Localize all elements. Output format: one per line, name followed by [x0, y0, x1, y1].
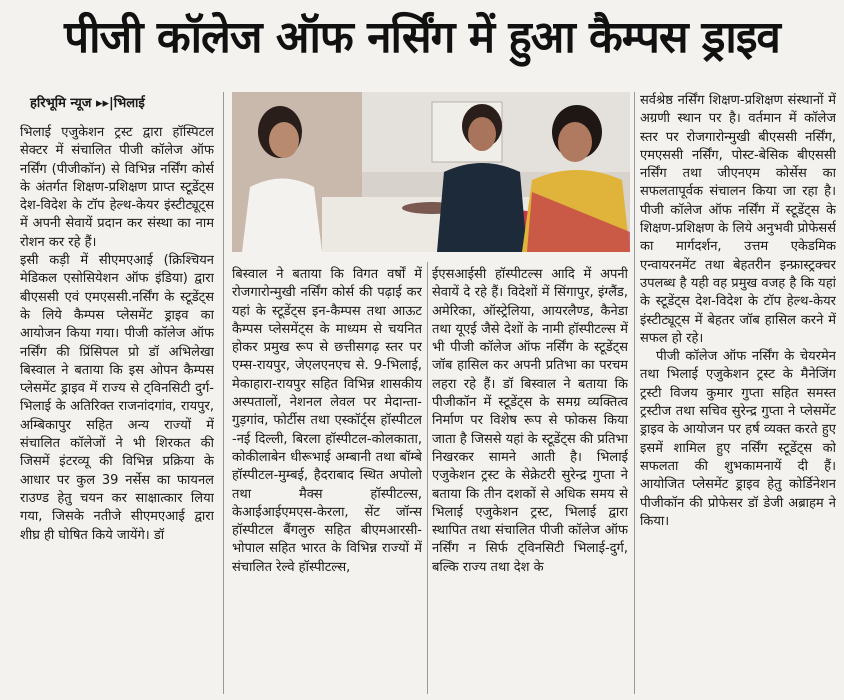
paragraph-4: ईएसआईसी हॉस्पीटल्स आदि में अपनी सेवायें दे रहे हैं। विदेशों में सिंगापुर, इंग्लैंड, अमेरिका, ऑस्ट्रेलिया, आयरलैण्ड, कैनेडा तथा यूएई जैसे देशों के नामी हॉस्पीटल्स में भी पीजी कॉलेज ऑफ नर्सिंग के स्टूडेंट्स जॉब हासिल कर अपनी प्रतिभा का परचम लहरा रहे हैं। डॉ बिस्वाल ने बताया कि पीजीकॉन में स्टूडेंट्स के समग्र व्यक्तित्व निर्माण पर विशेष रूप से फोकस किया जाता है जिससे यहां के स्टूडेंट्स की प्रतिभा निखरकर सामने आती है। भिलाई एजुकेशन ट्रस्ट के सेक्रेटरी सुरेन्द्र गुप्ता ने बताया कि तीन दशकों से अधिक समय से भिलाई एजुकेशन ट्रस्ट, भिलाई द्वारा स्थापित तथा संचालित पीजी कॉलेज ऑफ नर्सिंग न सिर्फ ट्विनसिटी भिलाई-दुर्ग, बल्कि राज्य तथा देश के	[432, 267, 628, 575]
byline: हरिभूमि न्यूज ▸▸|भिलाई	[30, 96, 145, 111]
article-column-3	[432, 266, 628, 694]
column-divider-3	[634, 92, 635, 694]
column-divider-1	[223, 92, 224, 694]
article-column-2	[232, 266, 422, 694]
paragraph-2: इसी कड़ी में सीएमएआई (क्रिश्चियन मेडिकल एसोसियेशन ऑफ इंडिया) द्वारा बीएससी एवं एमएससी.नर्सिंग के स्टूडेंट्स के लिये कैम्पस प्लेसमेंट ड्राइव का आयोजन किया गया। पीजी कॉलेज ऑफ नर्सिंग की प्रिंसिपल प्रो डॉ अभिलेखा बिस्वाल ने बताया कि इस ओपन कैम्पस प्लेसमेंट ड्राइव में राज्य से ट्विनसिटी दुर्ग-भिलाई के अतिरिक्त राजनांदगांव, रायपुर, अम्बिकापुर सहित अन्य राज्यों में संचालित कॉलेजों ने भी शिरकत की जिसमें इंटरव्यू की विभिन्न प्रक्रिया के आधार पर कुल 39 नर्सेस का फायनल राउण्ड हेतु चयन कर साक्षात्कार लिया गया, जिसके नतीजे सीएमएआई द्वारा शीघ्र ही घोषित किये जायेंगे। डॉ	[20, 253, 214, 543]
paragraph-6: पीजी कॉलेज ऑफ नर्सिंग के चेयरमेन तथा भिलाई एजुकेशन ट्रस्ट के मैनेजिंग ट्रस्टी विजय कुमार गुप्ता सहित समस्त ट्रस्टीज तथा सचिव सुरेन्द्र गुप्ता ने प्लेसमेंट ड्राइव के आयोजन पर हर्ष व्यक्त करते हुए इसमें शामिल हुए नर्सिंग स्टूडेंट्स को सफलता की शुभकामनायें दी हैं। आयोजित प्लेसमेंट ड्राइव हेतु कोर्डिनेशन पीजीकॉन की प्रोफेसर डॉ डेजी अब्राहम ने किया।	[640, 349, 836, 529]
paragraph-1: भिलाई एजुकेशन ट्रस्ट द्वारा हॉस्पिटल सेक्टर में संचालित पीजी कॉलेज ऑफ नर्सिंग (पीजीकॉन) से विभिन्न नर्सिंग कोर्स के अंतर्गत शिक्षण-प्रशिक्षण प्राप्त स्टूडेंट्स देश-विदेश के टॉप हेल्थ-केयर इंस्टीट्यूट्स में अपनी सेवायें प्रदान कर संस्था का नाम रोशन कर रहे हैं।	[20, 125, 214, 250]
column-divider-2	[427, 262, 428, 694]
article-column-4	[640, 92, 836, 694]
paragraph-3: बिस्वाल ने बताया कि विगत वर्षों में रोजगारोन्मुखी नर्सिंग कोर्स की पढ़ाई कर यहां के स्टूडेंट्स इन-कैम्पस तथा आऊट कैम्पस प्लेसमेंट्स के माध्यम से चयनित होकर प्रमुख रूप से छत्तीसगढ़ स्तर पर एम्स-रायपुर, जेएलएनएच से. 9-भिलाई, मेकाहारा-रायपुर सहित विभिन्न शासकीय अस्पतालों, नेशनल लेवल पर मेदान्ता-गुड़गांव, फोर्टीस तथा एस्कॉर्ट्स हॉस्पीटल -नई दिल्ली, बिरला हॉस्पीटल-कोलकाता, कोकीलाबेन धीरूभाई अम्बानी तथा बॉम्बे हॉस्पीटल-मुम्बई, हैदराबाद स्थित अपोलो तथा मैक्स हॉस्पीटल्स, केआईआईएमएस-केरला, सेंट जॉन्स हॉस्पीटल बैंगलुरु सहित बीएमआरसी-भोपाल सहित भारत के विभिन्न राज्यों में संचालित रेल्वे हॉस्पीटल्स,	[232, 267, 422, 575]
article-column-1	[20, 124, 214, 694]
news-photo	[232, 92, 630, 252]
headline: पीजी कॉलेज ऑफ नर्सिंग में हुआ कैम्पस ड्राइव	[64, 12, 780, 63]
paragraph-5: सर्वश्रेष्ठ नर्सिंग शिक्षण-प्रशिक्षण संस्थानों में अग्रणी स्थान पर है। वर्तमान में कॉलेज स्तर पर रोजगारोन्मुखी बीएससी नर्सिंग, एमएससी नर्सिंग, पोस्ट-बेसिक बीएससी नर्सिंग तथा जीएनएम कोर्सेस का सफलतापूर्वक संचालन किया जा रहा है। पीजी कॉलेज ऑफ नर्सिंग में स्टूडेंट्स के शिक्षण-प्रशिक्षण के लिये अनुभवी प्रोफेसर्स का मार्गदर्शन, उत्तम एकेडमिक एन्वायरनमेंट तथा बेहतरीन इन्फ्रास्ट्रक्चर उपलब्ध है यही वह प्रमुख वजह है कि यहां के स्टूडेंट्स देश-विदेश के टॉप हेल्थ-केयर इंस्टीट्यूट्स में बेहतर जॉब हासिल करने में सफल हो रहे।	[640, 93, 836, 346]
photo-illustration	[232, 92, 630, 252]
